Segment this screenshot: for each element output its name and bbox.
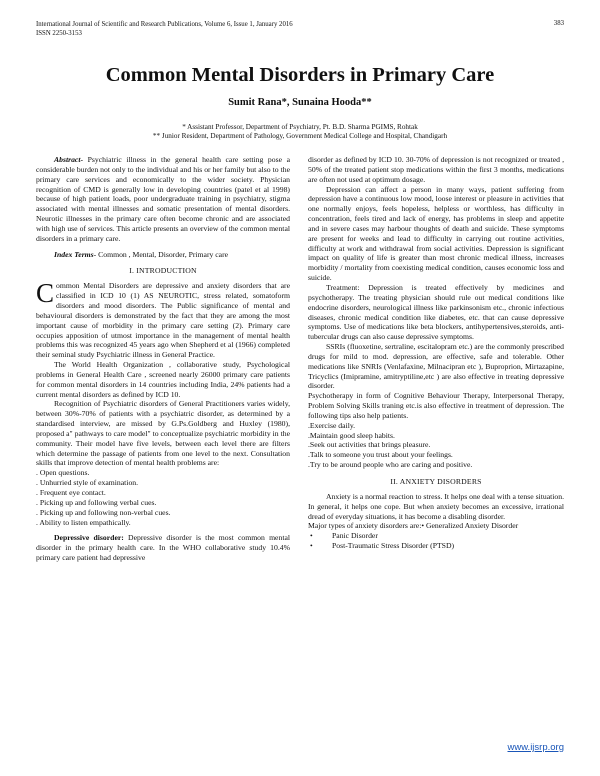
intro-paragraph-2: The World Health Organization , collaborative study, Psychological problems in General Health Care , screened nearly 26000 primary care patients for common mental disorders in 14 countries including India, 24% patients had a current mental disorders as defined by ICD 10.: [36, 360, 290, 399]
bullet-icon: •: [310, 531, 313, 541]
bullet-icon: •: [310, 541, 313, 551]
index-terms-text: - Common , Mental, Disorder, Primary care: [93, 249, 229, 259]
depressive-disorder-paragraph: Depressive disorder: Depressive disorder is the most common mental disorder in the primary health care. In the WHO collaborative study 10.4% primary care patient had depressive: [36, 533, 290, 563]
list-item: .Try to be around people who are caring and positive.: [308, 460, 473, 470]
affiliation-1: * Assistant Professor, Department of Psychiatry, Pt. B.D. Sharma PGIMS, Rohtak: [182, 123, 418, 131]
anxiety-types: Major types of anxiety disorders are:• Generalized Anxiety Disorder: [308, 521, 519, 531]
journal-url-link[interactable]: www.ijsrp.org: [507, 742, 564, 753]
drop-cap: C: [36, 278, 55, 309]
list-item: .Seek out activities that brings pleasure.: [308, 440, 431, 450]
treatment-paragraph: Treatment: Depression is treated effectively by medicines and psychotherapy. The treating physician should rule out medical conditions like endocrine disorders, neurological illness like parkinsonism etc., chronic infectious diseases, chronic medical condition like diabetes, etc. that can cause depressive symptoms. Use of medications like beta blockers, antihypertensives,steroids, anti-tubercular drugs can also cause depressive symptoms.: [308, 282, 564, 342]
issn: ISSN 2250-3153: [36, 30, 82, 37]
list-item: .Exercise daily.: [308, 420, 356, 430]
list-item: . Frequent eye contact.: [36, 488, 106, 497]
skills-list: [36, 468, 290, 527]
journal-header: [36, 20, 293, 38]
list-item: . Picking up and following non-verbal cues.: [36, 507, 171, 517]
list-item: .Maintain good sleep habits.: [308, 430, 395, 440]
tips-list: [308, 421, 564, 470]
page-number: 383: [553, 20, 564, 27]
list-item: . Picking up and following verbal cues.: [36, 497, 157, 507]
list-item: .Talk to someone you trust about your feelings.: [308, 450, 453, 460]
left-column: [36, 155, 290, 563]
list-item: . Unhurried style of examination.: [36, 478, 139, 488]
list-item: . Open questions.: [36, 468, 90, 478]
anxiety-paragraph: Anxiety is a normal reaction to stress. It helps one deal with a tense situation. In general, it helps one cope. But when anxiety becomes an excessive, irrational dread of everyday situations, it has become a disabling disorder.: [308, 491, 564, 521]
abstract-text: Psychiatric illness in the general health care setting pose a considerable burden not only to the individual and his or her family but also to the primary care services and economically to the wider society. Physician recognition of CMD is generally low in developing countries (patel et al 1998) because of high patient loads, poor undergraduate training in psychiatry, stigma associated with mental illnesses and somatic presentation of mental disorders. Neurotic illnesses in the primary care often become chronic and are associated with high use of services. This article presents an overview of the common mental disorders in a primary care.: [36, 155, 290, 243]
journal-name: International Journal of Scientific and Research Publications, Volume 6, Issue 1, January 2016: [36, 21, 293, 28]
list-item: • Post-Traumatic Stress Disorder (PTSD): [310, 541, 455, 551]
right-paragraph-1: disorder as defined by ICD 10. 30-70% of depression is not recognized or treated , 50% of the treated patient stop medications within the first 3 months, medications are often not used at optimum dosage.: [308, 155, 564, 184]
index-terms: [36, 250, 290, 260]
intro-paragraph-1: Common Mental Disorders are depressive and anxiety disorders that are classified in ICD 10 (1) AS NEUROTIC, stress related, somatoform disorders and mood disorders. The Public significance of mental and behavioural disorders is demonstrated by the fact that they are among the most important cause of morbidity in the primary care setting (2). Primary care occupies apposition of utmost importance in the management of mental health problems this was recognized 45 years ago when Shepherd et al (1966) completed their seminal study Psychiatric illness in General Practice.: [36, 278, 290, 360]
paper-title: Common Mental Disorders in Primary Care: [105, 64, 495, 86]
index-terms-label: Index Terms: [54, 249, 94, 259]
abstract-label: Abstract-: [54, 155, 84, 164]
depressive-disorder-label: Depressive disorder:: [54, 533, 124, 543]
abstract: [36, 155, 290, 244]
affiliations: [0, 123, 600, 141]
intro-paragraph-3: Recognition of Psychiatric disorders of General Practitioners varies widely, between 30%-70% of patients with a psychiatric disorder, as determined by a standardised interview, are missed by G.Ps.Goldberg and Huxley (1980), proposed a" pathways to care model" to conceptualize psychiatric morbidity in the community. Their model have five levels, between each level there are filters which determine the passage of patients from one level to the next. Consultation skills that improve detection of mental health problems are:: [36, 399, 290, 468]
authors: Sumit Rana*, Sunaina Hooda**: [228, 97, 372, 108]
list-item: . Ability to listen empathically.: [36, 517, 131, 527]
section-heading-anxiety: II. ANXIETY DISORDERS: [390, 477, 482, 486]
ssri-paragraph: SSRIs (fluoxetine, sertraline, escitalopram etc.) are the commonly prescribed drugs for mild to mod. depression, are effective, safe and tolerable. Other medications like SNRIs (Venlafaxine, Milnacipran etc ), Buproprion, Mirtazapine, Tricyclics (Imipramine, amitryptiline,etc ) are also effective in treating depressive disorder.: [308, 342, 564, 391]
right-column: [308, 155, 564, 551]
psychotherapy-paragraph: Psychotherapy in form of Cognitive Behaviour Therapy, Interpersonal Therapy, Problem Solving Skills traning etc.is also effective in treatment of depression. The following tips also help patients.: [308, 391, 564, 420]
list-item: • Panic Disorder: [310, 531, 378, 541]
affiliation-2: ** Junior Resident, Department of Pathology, Government Medical College and Hospital, Chandigarh: [152, 132, 448, 140]
right-paragraph-2: Depression can affect a person in many ways, patient suffering from depression have a continuous low mood, loose interest or pleasure in activities that one normally enjoys, feels hopeless, helpless or worthless, has difficulty in concentration, feels tired and lack of energy, has problems in sleep and appetite and in severe cases may harbour thoughts of death and suicide. These symptoms are present for weeks and lead to difficulty in carrying out routine activities, difficulty at work and withdrawal from social activities. Depression is significant impact on quality of life is greater than most chronic medical illness, increases morbidity / mortality from coexisting medical condition, causes economic loss and suicide.: [308, 184, 564, 283]
section-heading-introduction: I. INTRODUCTION: [129, 266, 197, 276]
